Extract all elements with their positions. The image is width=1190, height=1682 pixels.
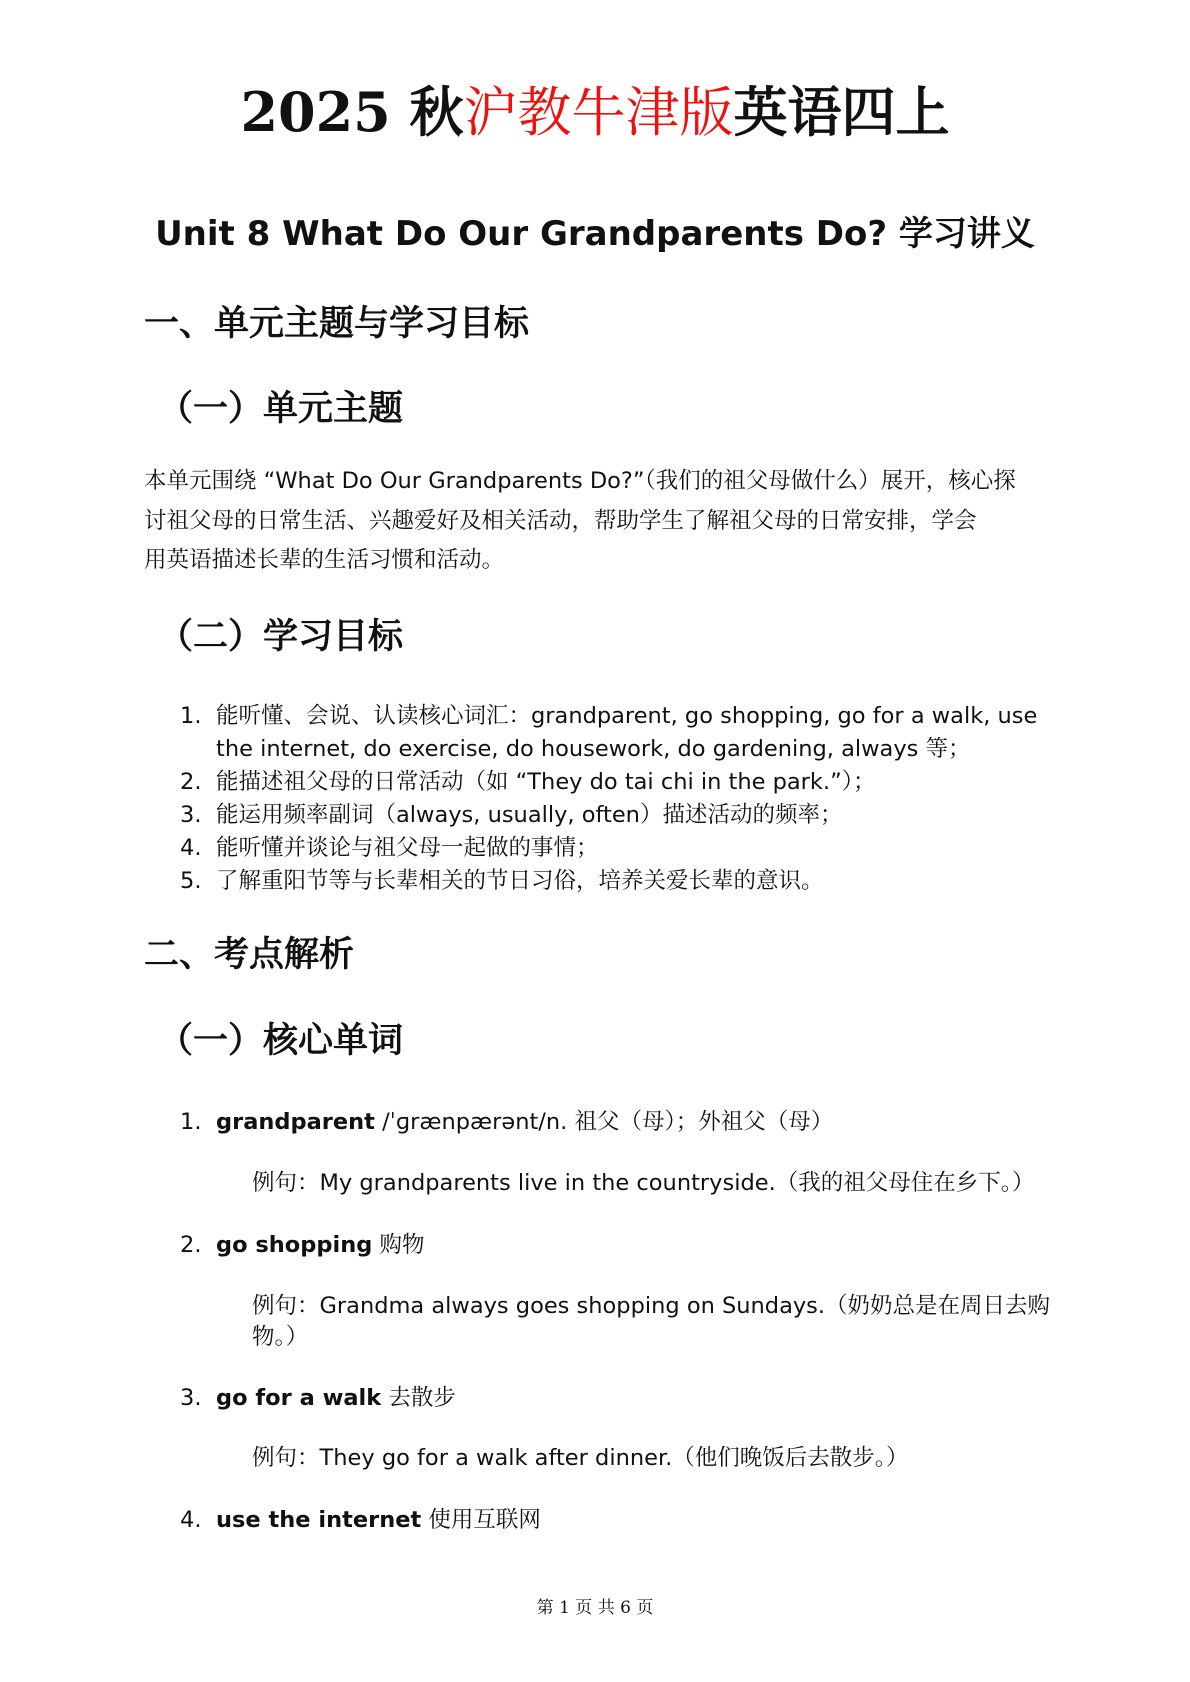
list-text: 能听懂并谈论与祖父母一起做的事情； — [216, 835, 599, 861]
subsection-heading-theme: （一）单元主题 — [158, 389, 404, 429]
example-line: 例句：They go for a walk after dinner.（他们晚饭后去散步。） — [252, 1445, 909, 1471]
list-number: 3. — [180, 1385, 202, 1411]
list-text: 能运用频率副词（always, usually, often）描述活动的频率； — [216, 802, 843, 828]
vocabulary-term: use the internet — [216, 1507, 422, 1533]
vocabulary-term: grandparent — [216, 1109, 375, 1135]
paragraph-line: 本单元围绕 “What Do Our Grandparents Do?”（我们的祖父母做什么）展开，核心探 — [144, 468, 1016, 494]
page-footer: 第 1 页 共 6 页 — [536, 1598, 654, 1618]
example-sentence — [252, 1443, 1062, 1474]
vocabulary-meaning: 购物 — [372, 1232, 425, 1258]
paragraph-line: 讨祖父母的日常生活、兴趣爱好及相关活动，帮助学生了解祖父母的日常安排，学会 — [144, 507, 977, 534]
vocabulary-meaning: /ˈɡrænpærənt/n. 祖父（母）；外祖父（母） — [374, 1109, 834, 1135]
subsection-heading-vocabulary: （一）核心单词 — [158, 1021, 404, 1061]
list-number: 4. — [180, 1507, 202, 1533]
list-text-continued: the internet, do exercise, do housework, do gardening, always 等； — [216, 736, 971, 762]
vocabulary-term: go shopping — [216, 1232, 373, 1258]
vocabulary-meaning: 使用互联网 — [421, 1507, 541, 1533]
list-text: 了解重阳节等与长辈相关的节日习俗，培养关爱长辈的意识。 — [216, 868, 824, 894]
list-number: 3. — [180, 802, 202, 828]
list-number: 1. — [180, 703, 202, 729]
vocabulary-term: go for a walk — [216, 1385, 382, 1411]
example-line: 物。） — [252, 1324, 309, 1350]
list-text: 能听懂、会说、认读核心词汇：grandparent, go shopping, go for a walk, use — [216, 703, 1038, 729]
list-text: 能描述祖父母的日常活动（如 “They do tai chi in the park.”）； — [216, 769, 876, 795]
example-sentence — [252, 1168, 1062, 1199]
title-prefix: 2025 秋 — [240, 80, 464, 144]
title-highlight: 沪教牛津版 — [463, 81, 734, 144]
example-line: 例句：My grandparents live in the countryside.（我的祖父母住在乡下。） — [252, 1170, 1035, 1196]
example-sentence — [252, 1291, 1062, 1353]
section-heading-analysis: 二、考点解析 — [144, 935, 355, 975]
example-line: 例句：Grandma always goes shopping on Sundays.（奶奶总是在周日去购 — [252, 1293, 1051, 1319]
section-heading-goals: 一、单元主题与学习目标 — [144, 304, 530, 344]
subsection-heading-objectives: （二）学习目标 — [158, 617, 404, 657]
title-suffix: 英语四上 — [733, 80, 950, 144]
list-number: 2. — [180, 769, 202, 795]
vocabulary-meaning: 去散步 — [381, 1385, 456, 1411]
list-number: 2. — [180, 1232, 202, 1258]
page-title — [0, 78, 1190, 147]
list-number: 5. — [180, 868, 202, 894]
theme-paragraph — [144, 462, 1044, 581]
paragraph-line: 用英语描述长辈的生活习惯和活动。 — [144, 547, 505, 573]
document-subtitle: Unit 8 What Do Our Grandparents Do? 学习讲义 — [155, 214, 1035, 254]
list-number: 1. — [180, 1109, 202, 1135]
list-number: 4. — [180, 835, 202, 861]
